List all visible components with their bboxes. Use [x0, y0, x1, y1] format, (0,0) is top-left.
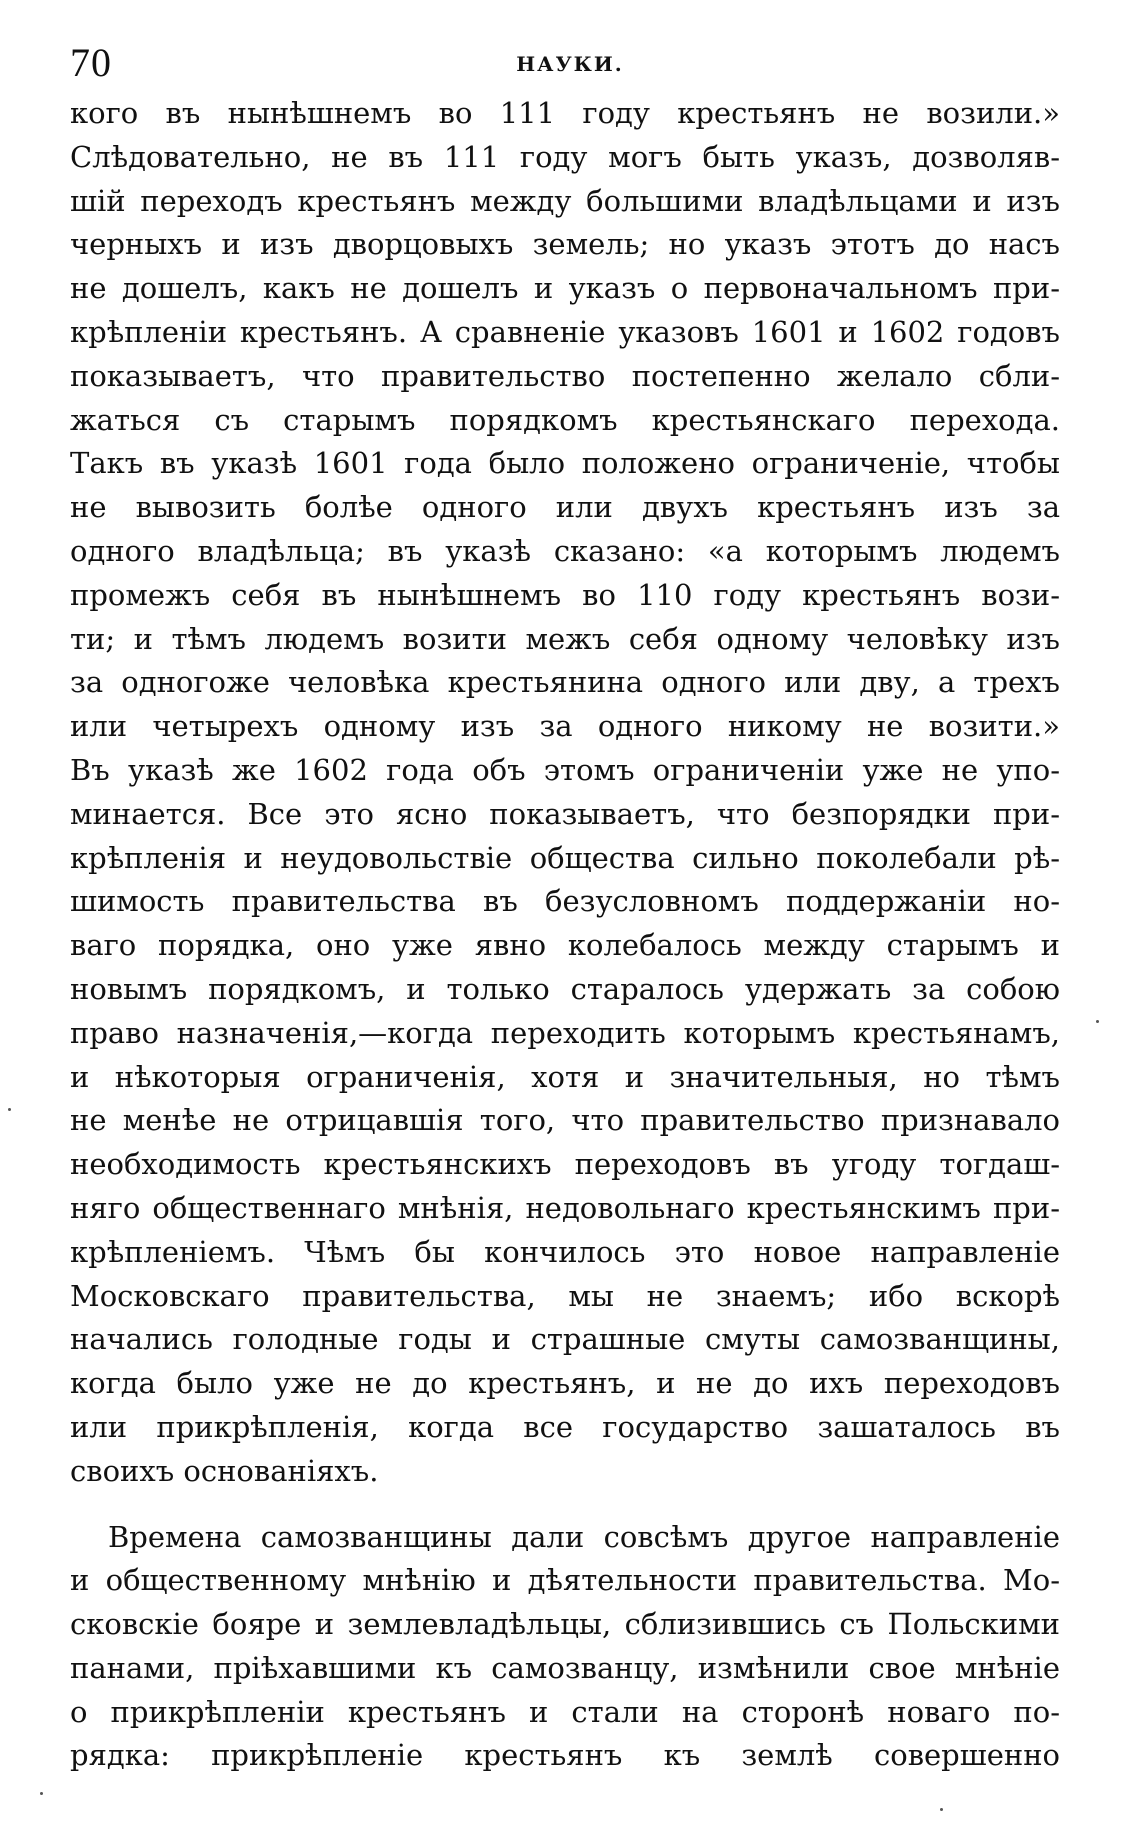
text-line: не менѣе не отрицавшія того, что правительство признавало — [70, 1103, 1060, 1138]
text-line: новымъ порядкомъ, и только старалось удержать за собою — [70, 971, 1060, 1006]
text-line: кого въ нынѣшнемъ во 111 году крестьянъ не возили.» — [70, 96, 1060, 130]
paper-speck — [1096, 1020, 1099, 1023]
text-line: за одногоже человѣка крестьянина одного или дву, а трехъ — [70, 665, 1060, 700]
section-title: НАУКИ. — [516, 52, 624, 76]
paragraph-1 — [70, 92, 1060, 1494]
text-line: Слѣдовательно, не въ 111 году могъ быть указъ, дозволяв- — [70, 139, 1060, 174]
text-line: показываетъ, что правительство постепенно желало сбли- — [70, 358, 1060, 393]
paper-speck — [940, 1808, 943, 1811]
text-line: крѣпленія и неудовольствіе общества сильно поколебали рѣ- — [70, 840, 1060, 875]
text-line: или четырехъ одному изъ за одного никому не возити.» — [70, 709, 1060, 744]
text-line: промежъ себя въ нынѣшнемъ во 110 году крестьянъ вози- — [70, 577, 1060, 612]
text-line: не вывозить болѣе одного или двухъ крестьянъ изъ за — [70, 490, 1060, 525]
text-line: черныхъ и изъ дворцовыхъ земель; но указъ этотъ до насъ — [70, 227, 1060, 262]
page-number: 70 — [70, 40, 112, 85]
text-line: сковскіе бояре и землевладѣльцы, сблизившись съ Польскими — [70, 1607, 1060, 1642]
paragraph-2 — [70, 1516, 1060, 1779]
text-line: шій переходъ крестьянъ между большими владѣльцами и изъ — [70, 183, 1060, 218]
text-line: Времена самозванщины дали совсѣмъ другое направленіе — [108, 1519, 1060, 1554]
text-line: крѣпленіи крестьянъ. А сравненіе указовъ 1601 и 1602 годовъ — [70, 314, 1060, 349]
text-line: или прикрѣпленія, когда все государство зашаталось въ — [70, 1409, 1060, 1444]
paragraph-gap — [70, 1494, 1060, 1516]
text-line: рядка: прикрѣпленіе крестьянъ къ землѣ совершенно — [70, 1738, 1060, 1773]
text-line: когда было уже не до крестьянъ, и не до ихъ переходовъ — [70, 1366, 1060, 1401]
text-line: ваго порядка, оно уже явно колебалось между старымъ и — [70, 928, 1060, 963]
text-line: панами, пріѣхавшими къ самозванцу, измѣнили свое мнѣніе — [70, 1650, 1060, 1685]
text-line: жаться съ старымъ порядкомъ крестьянскаго перехода. — [70, 402, 1060, 437]
text-line: своихъ основаніяхъ. — [70, 1453, 379, 1488]
text-line: не дошелъ, какъ не дошелъ и указъ о первоначальномъ при- — [70, 271, 1060, 306]
text-line: няго общественнаго мнѣнія, недовольнаго крестьянскимъ при- — [70, 1190, 1060, 1225]
body-text — [70, 92, 1060, 1778]
text-line: и нѣкоторыя ограниченія, хотя и значительныя, но тѣмъ — [70, 1059, 1060, 1094]
text-line: крѣпленіемъ. Чѣмъ бы кончилось это новое направленіе — [70, 1234, 1060, 1269]
text-line: право назначенія,—когда переходить которымъ крестьянамъ, — [70, 1015, 1060, 1050]
text-line: минается. Все это ясно показываетъ, что безпорядки при- — [70, 796, 1060, 831]
running-head — [70, 38, 1070, 88]
text-line: одного владѣльца; въ указѣ сказано: «а которымъ людемъ — [70, 533, 1060, 568]
text-line: ти; и тѣмъ людемъ возити межъ себя одному человѣку изъ — [70, 621, 1060, 656]
paper-speck — [8, 1108, 11, 1111]
text-line: и общественному мнѣнію и дѣятельности правительства. Мо- — [70, 1563, 1060, 1598]
text-line: Такъ въ указѣ 1601 года было положено ограниченіе, чтобы — [70, 446, 1060, 481]
paper-speck — [40, 1792, 43, 1795]
text-line: начались голодные годы и страшные смуты самозванщины, — [70, 1322, 1060, 1357]
text-line: Въ указѣ же 1602 года объ этомъ ограниченіи уже не упо- — [70, 752, 1060, 787]
text-line: о прикрѣпленіи крестьянъ и стали на сторонѣ новаго по- — [70, 1694, 1060, 1729]
text-line: шимость правительства въ безусловномъ поддержаніи но- — [70, 884, 1060, 919]
text-line: Московскаго правительства, мы не знаемъ; ибо вскорѣ — [70, 1278, 1060, 1313]
text-line: необходимость крестьянскихъ переходовъ въ угоду тогдаш- — [70, 1147, 1060, 1182]
